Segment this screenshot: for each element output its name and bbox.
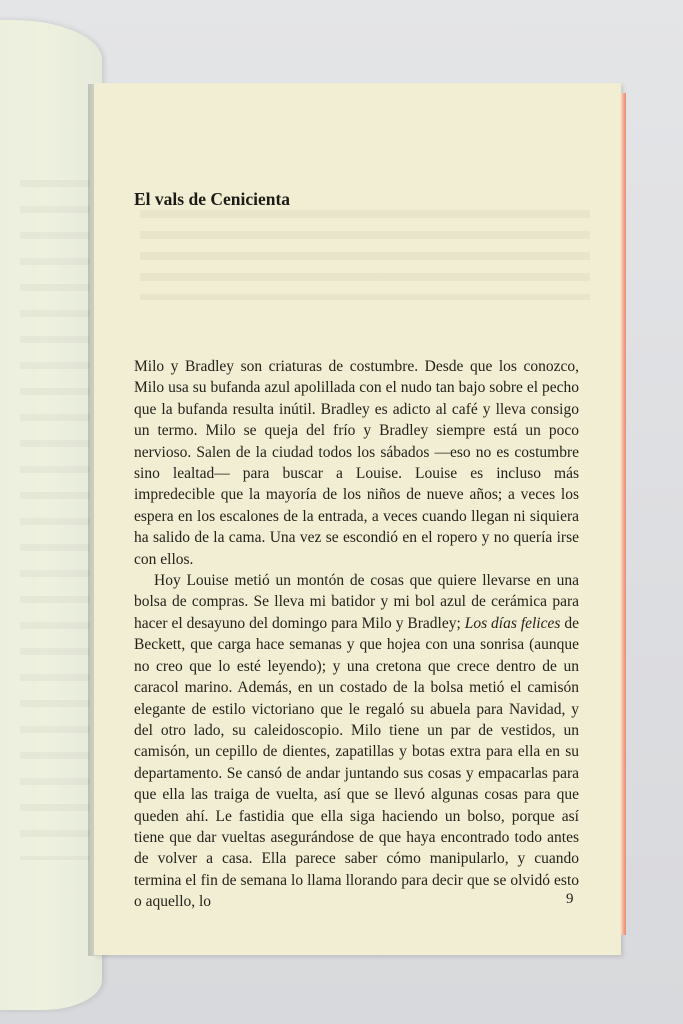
- page-number: 9: [566, 891, 574, 907]
- page-edge: [620, 93, 626, 935]
- paragraph-2-text-b: de Beckett, que carga hace semanas y que hojea con una sonrisa (aunque no creo que lo esté leyendo); y una cretona que crece dentro de un caracol marino. Además, en un costado de la bolsa metió el camisón elegante de estilo victoriano que le regaló su abuela para Navidad, y del otro lado, su caleidoscopio. Milo tiene un par de vestidos, un camisón, un cepillo de dientes, zapatillas y botas extra para ella en su departamento. Se cansó de andar juntando sus cosas y empacarlas para que ella las traiga de vuelta, así que se llevó algunas cosas para que queden ahí. Le fastidia que ella siga haciendo un bolso, porque así tiene que dar vueltas asegurándose de que haya encontrado todo antes de volver a casa. Ella parece saber cómo manipularlo, y cuando termina el fin de semana lo llama llorando para decir que se olvidó esto o aquello, lo: [134, 614, 579, 911]
- paragraph-2: [134, 570, 579, 913]
- chapter-title: El vals de Cenicienta: [134, 189, 291, 209]
- paragraph-1: Milo y Bradley son criaturas de costumbre. Desde que los conozco, Milo usa su bufanda azul apolillada con el nudo tan bajo sobre el pecho que la bufanda resulta inútil. Bradley es adicto al café y lleva consigo un termo. Milo se queja del frío y Bradley siempre está un poco nervioso. Salen de la ciudad todos los sábados —eso no es costumbre sino lealtad— para buscar a Louise. Louise es incluso más impredecible que la mayoría de los niños de nueve años; a veces los espera en los escalones de la entrada, a veces cuando llegan ni siquiera ha salido de la cama. Una vez se escondió en el ropero y no quería irse con ellos.: [134, 358, 579, 568]
- book-title-italic: Los días felices: [464, 614, 561, 632]
- paragraph-2-text-a: Hoy Louise metió un montón de cosas que quiere llevarse en una bolsa de compras. Se lleva mi batidor y mi bol azul de cerámica para hacer el desayuno del domingo para Milo y Bradley;: [134, 572, 579, 632]
- body-text: [134, 356, 579, 913]
